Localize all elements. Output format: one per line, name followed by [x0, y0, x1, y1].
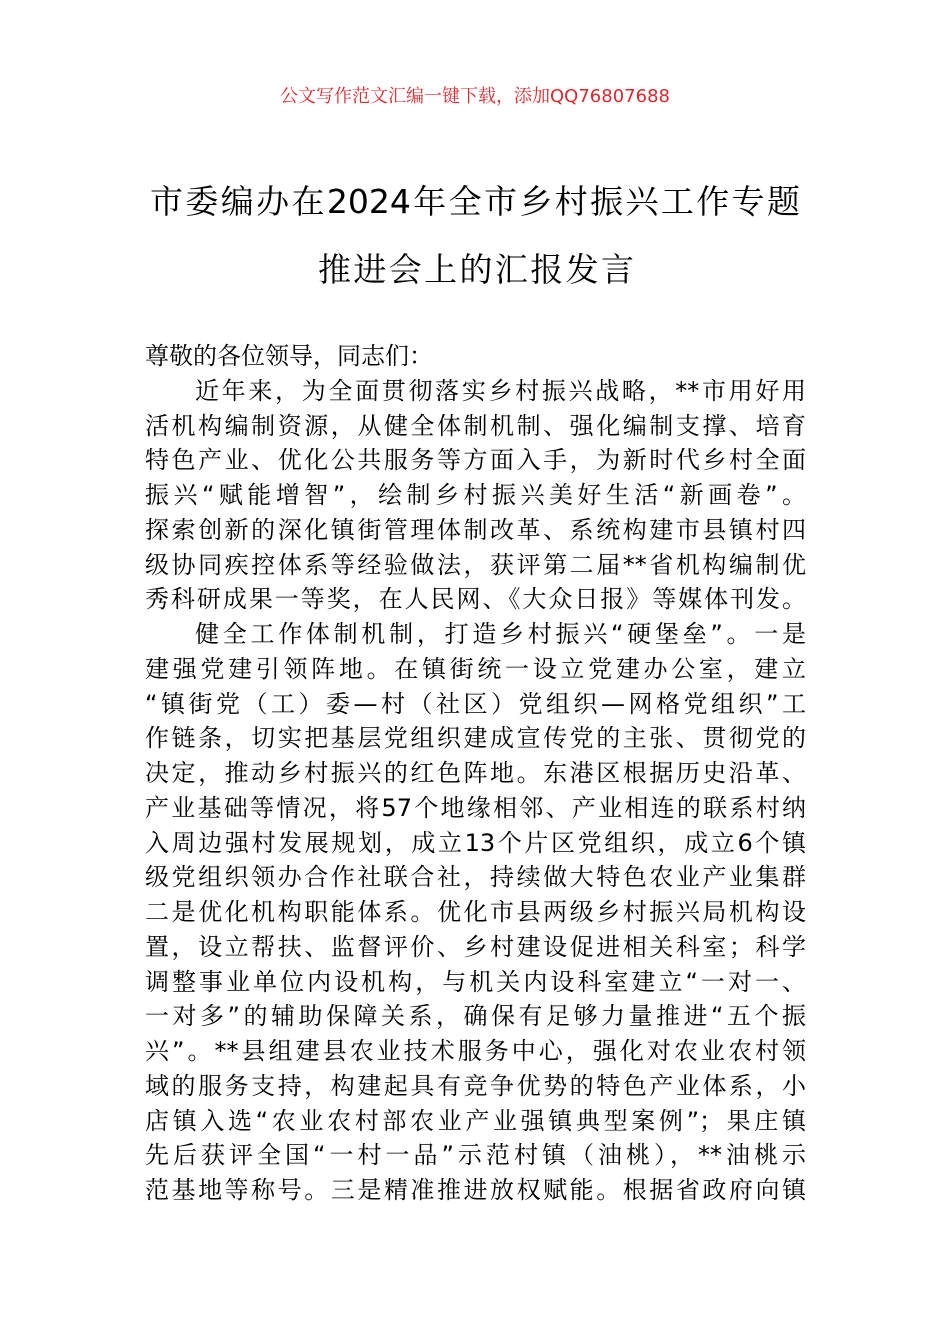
- body-text-line: 入周边强村发展规划，成立13个片区党组织，成立6个镇: [145, 828, 806, 857]
- body-text-line: 二是优化机构职能体系。优化市县两级乡村振兴局机构设: [145, 898, 806, 926]
- watermark-download-notice: 公文写作范文汇编一键下载，添加QQ76807688: [280, 86, 670, 107]
- body-text-line: 范基地等称号。三是精准推进放权赋能。根据省政府向镇: [145, 1176, 806, 1204]
- body-text-line: 一对多”的辅助保障关系，确保有足够力量推进“五个振: [145, 1002, 806, 1031]
- body-text-line: 振兴“赋能增智”，绘制乡村振兴美好生活“新画卷”。: [145, 481, 806, 509]
- document-body: [145, 339, 806, 1208]
- body-text-line: 级协同疾控体系等经验做法，获评第二届**省机构编制优: [145, 550, 806, 579]
- body-text-line: 作链条，切实把基层党组织建成宣传党的主张、贯彻党的: [145, 724, 806, 753]
- body-text-line: 特色产业、优化公共服务等方面入手，为新时代乡村全面: [145, 446, 806, 475]
- salutation: 尊敬的各位领导，同志们：: [145, 342, 433, 370]
- body-text-line: 域的服务支持，构建起具有竞争优势的特色产业体系，小: [145, 1071, 806, 1100]
- document-title-line-2: 推进会上的汇报发言: [318, 250, 634, 289]
- body-text-line: “镇街党（工）委—村（社区）党组织—网格党组织”工: [145, 689, 806, 718]
- body-text-line: 先后获评全国“一村一品”示范村镇（油桃），**油桃示: [145, 1141, 806, 1170]
- body-text-line: 秀科研成果一等奖，在人民网、《大众日报》等媒体刊发。: [145, 585, 806, 614]
- body-text-line: 产业基础等情况，将57个地缘相邻、产业相连的联系村纳: [145, 793, 806, 822]
- body-text-line: 兴”。**县组建县农业技术服务中心，强化对农业农村领: [145, 1037, 806, 1065]
- body-text-line: 近年来，为全面贯彻落实乡村振兴战略，**市用好用: [195, 376, 806, 405]
- body-text-line: 决定，推动乡村振兴的红色阵地。东港区根据历史沿革、: [145, 759, 806, 787]
- body-text-line: 活机构编制资源，从健全体制机制、强化编制支撑、培育: [145, 411, 806, 440]
- body-text-line: 健全工作体制机制，打造乡村振兴“硬堡垒”。一是: [195, 620, 806, 648]
- body-text-line: 建强党建引领阵地。在镇街统一设立党建办公室，建立: [145, 654, 806, 683]
- body-text-line: 店镇入选“农业农村部农业产业强镇典型案例”；果庄镇: [145, 1106, 806, 1135]
- body-text-line: 调整事业单位内设机构，与机关内设科室建立“一对一、: [145, 967, 806, 996]
- document-title-line-1: 市委编办在2024年全市乡村振兴工作专题: [150, 182, 800, 221]
- body-text-line: 置，设立帮扶、监督评价、乡村建设促进相关科室；科学: [145, 932, 806, 961]
- body-text-line: 探索创新的深化镇街管理体制改革、系统构建市县镇村四: [145, 515, 806, 544]
- body-text-line: 级党组织领办合作社联合社，持续做大特色农业产业集群: [145, 863, 806, 892]
